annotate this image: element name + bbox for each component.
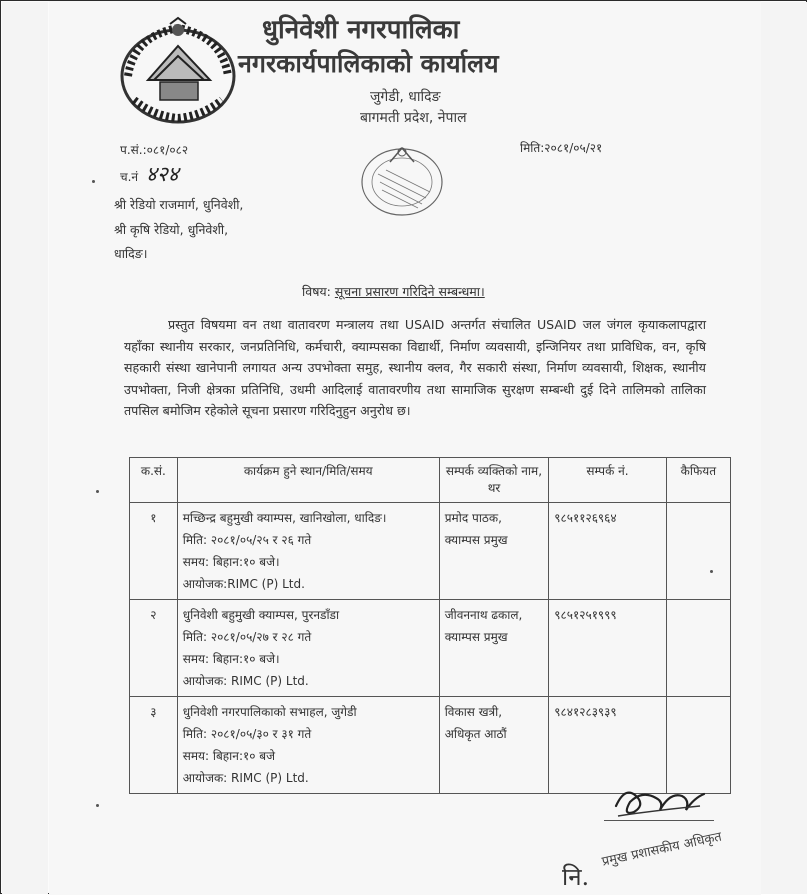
office-name: धुनिवेशी नगरपालिका (262, 15, 460, 45)
row-time: समय: बिहान:१० बजे (182, 749, 276, 763)
page-margin-right (761, 2, 807, 894)
subject-text: सूचना प्रसारण गरिदिने सम्बन्धमा। (334, 284, 485, 299)
chalani-label: च.नं (120, 170, 139, 184)
row-venue: मच्छिन्द्र बहुमुखी क्याम्पस, खानिखोला, धादिङ। (182, 511, 387, 525)
row-venue: धुनिवेशी नगरपालिकाको सभाहल, जुगेडी (182, 705, 357, 719)
chalani-handwritten-value: ४२४ (145, 162, 179, 186)
patra-sankhya (120, 141, 188, 158)
training-schedule-table (129, 457, 731, 794)
row-serial: १ (130, 503, 178, 600)
table-row (130, 503, 731, 600)
row-organizer: आयोजक:RIMC (P) Ltd. (182, 577, 305, 591)
footer-designation: प्रमुख प्रशासकीय अधिकृत (600, 829, 724, 870)
letter-body: प्रस्तुत विषयमा वन तथा वातावरण मन्त्रालय तथा USAID अन्तर्गत संचालित USAID जल जंगल कृयाकलापद्वारा यहाँका स्थानीय सरकार, जनप्रतिनिधि, कर्मचारी, क्याम्पसका विद्यार्थी, निर्माण व्यवसायी, इन्जिनियर तथा प्राविधिक, वन, कृषि सहकारी संस्था खानेपानी लगायत अन्य उपभोक्ता समुह, स्थानीय क्लव, गैर सकारी संस्था, निर्माण व्यवसायी, शिक्षक, स्थानीय उपभोक्ता, निजी क्षेत्रका प्रतिनिधि, उधमी आदिलाई वातावरणीय तथा सामाजिक सुरक्षण सम्बन्धी दुई दिने तालिमको तालिका तपसिल बमोजिम रहेकोले सूचना प्रसारण गरिदिनुहुन अनुरोध छ। (124, 317, 706, 418)
row-phone: ९८५११२६९६४ (549, 503, 666, 600)
row-date: मिति: २०८१/०५/२७ र २८ गते (182, 630, 312, 644)
recipient-line-1: श्री रेडियो राजमार्ग, धुनिवेशी, (114, 197, 244, 212)
row-organizer: आयोजक: RIMC (P) Ltd. (182, 771, 309, 785)
row-contact-name: विकास खत्री, (444, 705, 503, 719)
row-date: मिति: २०८१/०५/२५ र २६ गते (182, 533, 312, 547)
row-time: समय: बिहान:१० बजे। (182, 652, 280, 666)
row-remarks (666, 503, 730, 600)
office-address: जुगेडी, धादिङ (370, 89, 441, 105)
letter-date: मिति:२०८१/०५/२१ (520, 141, 603, 155)
row-time: समय: बिहान:१० बजे। (182, 555, 280, 569)
office-province: बागमती प्रदेश, नेपाल (360, 110, 467, 126)
footer-prefix: नि. (562, 863, 590, 891)
nepal-emblem-icon (114, 16, 242, 128)
row-remarks (666, 600, 730, 697)
header-contact-person: सम्पर्क व्यक्तिको नाम, थर (439, 458, 549, 503)
header-venue: कार्यक्रम हुने स्थान/मिति/समय (177, 458, 439, 503)
row-contact-role: क्याम्पस प्रमुख (444, 630, 508, 644)
office-stamp-icon (356, 140, 448, 220)
scan-speck (710, 570, 713, 573)
header-remarks: कैफियत (666, 458, 730, 503)
row-date: मिति: २०८१/०५/३० र ३१ गते (182, 727, 312, 741)
row-contact-role: अधिकृत आठौं (444, 727, 507, 741)
scan-speck (92, 180, 95, 183)
row-contact-cell (439, 697, 549, 794)
scan-speck (96, 804, 99, 807)
row-contact-name: प्रमोद पाठक, (444, 511, 502, 525)
recipient-line-2: श्री कृषि रेडियो, धुनिवेशी, (114, 222, 229, 237)
row-contact-cell (439, 600, 549, 697)
row-organizer: आयोजक: RIMC (P) Ltd. (182, 674, 309, 688)
signature-line (604, 820, 714, 821)
row-serial: ३ (130, 697, 178, 794)
row-venue-cell (177, 697, 439, 794)
row-venue-cell (177, 503, 439, 600)
office-title: नगरकार्यपालिकाको कार्यालय (238, 49, 499, 78)
row-venue-cell (177, 600, 439, 697)
header-contact-number: सम्पर्क नं. (549, 458, 666, 503)
subject-line (302, 283, 485, 300)
row-contact-cell (439, 503, 549, 600)
row-phone: ९८५१२५१९९९ (549, 600, 666, 697)
scan-speck (96, 490, 99, 493)
table-row (130, 600, 731, 697)
row-phone: ९८४१२८३९३९ (549, 697, 666, 794)
patra-sankhya-value: :०८१/०८२ (142, 143, 189, 157)
signature-icon (608, 776, 708, 826)
header-serial: क.सं. (130, 458, 178, 503)
table-header-row (130, 458, 731, 503)
subject-label: विषय: (302, 284, 331, 299)
chalani-number (120, 160, 179, 188)
page-margin-left (2, 2, 48, 894)
recipient-line-3: धादिङ। (114, 246, 148, 261)
patra-sankhya-label: प.सं. (120, 143, 143, 157)
row-contact-name: जीवननाथ ढकाल, (444, 608, 523, 622)
row-venue: धुनिवेशी बहुमुखी क्याम्पस, पुरनडाँडा (182, 608, 340, 622)
row-contact-role: क्याम्पस प्रमुख (444, 533, 508, 547)
row-serial: २ (130, 600, 178, 697)
